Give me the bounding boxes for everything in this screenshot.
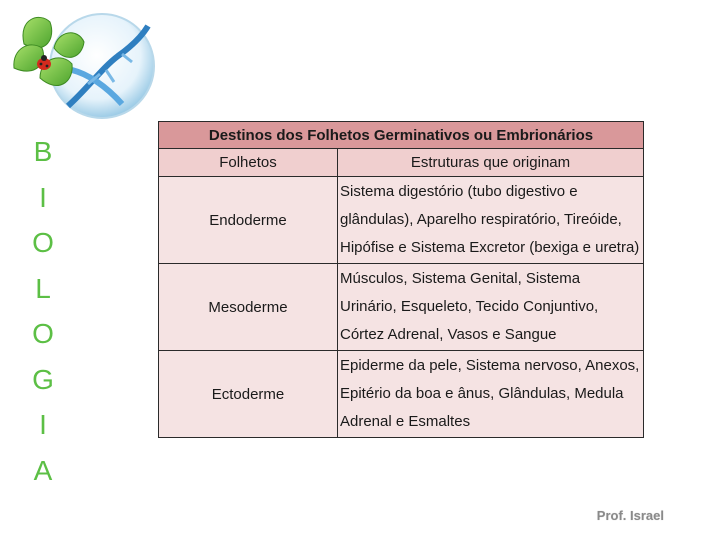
layer-cell: Mesoderme (159, 264, 338, 351)
author-signature: Prof. Israel (596, 508, 664, 523)
title-letter: L (35, 272, 51, 304)
table-row (159, 177, 644, 264)
title-letter: A (33, 454, 53, 486)
layer-cell: Endoderme (159, 177, 338, 264)
layer-cell: Ectoderme (159, 351, 338, 438)
title-letter: O (32, 318, 54, 349)
structures-cell: Músculos, Sistema Genital, Sistema Urinário, Esqueleto, Tecido Conjuntivo, Córtez Adrenal, Vasos e Sangue (338, 264, 644, 351)
title-letter: B (33, 136, 53, 167)
title-letter: G (32, 363, 54, 395)
title-letter: I (39, 181, 47, 213)
biology-logo (10, 8, 160, 126)
column-header-structures: Estruturas que originam (338, 149, 644, 177)
structures-cell: Sistema digestório (tubo digestivo e glândulas), Aparelho respiratório, Tireóide, Hipófise e Sistema Excretor (bexiga e uretra) (338, 177, 644, 264)
structures-cell: Epiderme da pele, Sistema nervoso, Anexos, Epitério da boa e ânus, Glândulas, Medula Adrenal e Esmaltes (338, 351, 644, 438)
column-header-layers: Folhetos (159, 149, 338, 177)
germ-layers-table (158, 121, 644, 438)
biologia-vertical-title (28, 134, 58, 498)
title-letter: O (32, 227, 54, 258)
table-row (159, 264, 644, 351)
table-title: Destinos dos Folhetos Germinativos ou Embrionários (159, 122, 644, 149)
table-row (159, 351, 644, 438)
title-letter: I (39, 409, 47, 440)
